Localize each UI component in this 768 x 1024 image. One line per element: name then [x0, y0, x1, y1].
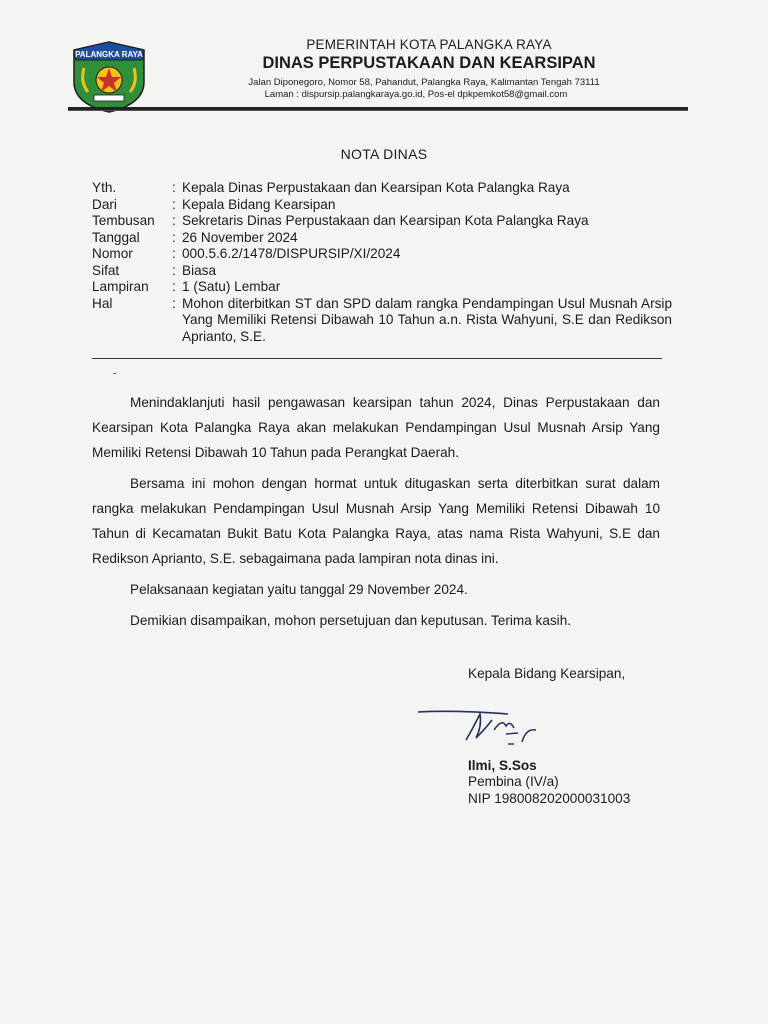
department-address: Jalan Diponegoro, Nomor 58, Pahandut, Palangka Raya, Kalimantan Tengah 73111	[248, 77, 600, 88]
meta-colon: :	[172, 262, 176, 278]
meta-colon: :	[172, 213, 176, 228]
svg-text:PALANGKA RAYA: PALANGKA RAYA	[75, 50, 143, 59]
meta-label: Hal	[92, 295, 113, 311]
stray-mark	[113, 373, 116, 374]
meta-row-subject	[92, 296, 672, 346]
signatory-rank: Pembina (IV/a)	[468, 774, 559, 789]
memo-header-fields	[92, 180, 672, 345]
signatory-title: Kepala Bidang Kearsipan,	[468, 666, 626, 681]
meta-row-attachment	[92, 279, 672, 296]
meta-row-nature	[92, 263, 672, 280]
meta-colon: :	[172, 196, 176, 212]
memo-body	[92, 390, 660, 633]
meta-label: Yth.	[92, 180, 117, 195]
body-paragraph: Demikian disampaikan, mohon persetujuan dan keputusan. Terima kasih.	[130, 613, 572, 628]
body-paragraph: Pelaksanaan kegiatan yaitu tanggal 29 November 2024.	[130, 582, 468, 597]
meta-colon: :	[172, 279, 176, 294]
meta-label: Tanggal	[92, 229, 140, 245]
header-separator-line	[92, 358, 662, 359]
meta-value: Sekretaris Dinas Perpustakaan dan Kearsipan Kota Palangka Raya	[182, 213, 589, 228]
meta-row-number	[92, 246, 672, 263]
meta-value: Mohon diterbitkan ST dan SPD dalam rangka Pendampingan Usul Musnah Arsip Yang Memiliki Retensi Dibawah 10 Tahun a.n. Rista Wahyuni, S.E dan Redikson Aprianto, S.E.	[182, 295, 672, 344]
document-title: NOTA DINAS	[340, 146, 428, 162]
department-contact: Laman : dispursip.palangkaraya.go.id, Pos-el dpkpemkot58@gmail.com	[264, 89, 568, 100]
body-paragraph: Bersama ini mohon dengan hormat untuk ditugaskan serta diterbitkan surat dalam rangka melakukan Pendampingan Usul Musnah Arsip Yang Memiliki Retensi Dibawah 10 Tahun di Kecamatan Bukit Batu Kota Palangka Raya, atas nama Rista Wahyuni, S.E dan Redikson Aprianto, S.E. sebagaimana pada lampiran nota dinas ini.	[92, 476, 660, 566]
meta-value: 1 (Satu) Lembar	[182, 279, 281, 294]
meta-label: Dari	[92, 196, 117, 212]
meta-value: 26 November 2024	[182, 229, 298, 245]
meta-colon: :	[172, 180, 176, 195]
meta-label: Nomor	[92, 246, 133, 261]
meta-colon: :	[172, 229, 176, 245]
signatory-name: Ilmi, S.Sos	[468, 758, 537, 773]
handwritten-signature	[414, 700, 564, 752]
department-name: DINAS PERPUSTAKAAN DAN KEARSIPAN	[262, 54, 596, 72]
meta-value: Biasa	[182, 262, 217, 278]
meta-row-cc	[92, 213, 672, 230]
meta-label: Tembusan	[92, 213, 155, 228]
meta-value: 000.5.6.2/1478/DISPURSIP/XI/2024	[182, 246, 401, 261]
meta-label: Sifat	[92, 262, 120, 278]
government-name: PEMERINTAH KOTA PALANGKA RAYA	[306, 37, 552, 52]
meta-value: Kepala Bidang Kearsipan	[182, 196, 336, 212]
meta-value: Kepala Dinas Perpustakaan dan Kearsipan Kota Palangka Raya	[182, 180, 570, 195]
meta-colon: :	[172, 295, 176, 311]
meta-row-sender	[92, 197, 672, 214]
body-paragraph: Menindaklanjuti hasil pengawasan kearsipan tahun 2024, Dinas Perpustakaan dan Kearsipan Kota Palangka Raya akan melakukan Pendampingan Usul Musnah Arsip Yang Memiliki Retensi Dibawah 10 Tahun pada Perangkat Daerah.	[92, 395, 660, 460]
letterhead-divider-thin	[68, 110, 688, 111]
meta-colon: :	[172, 246, 176, 261]
meta-row-date	[92, 230, 672, 247]
meta-row-recipient	[92, 180, 672, 197]
meta-label: Lampiran	[92, 279, 149, 294]
letterhead	[160, 37, 680, 100]
signature-block	[468, 664, 625, 684]
signatory-nip: NIP 198008202000031003	[468, 791, 631, 806]
city-emblem-logo	[68, 38, 150, 114]
